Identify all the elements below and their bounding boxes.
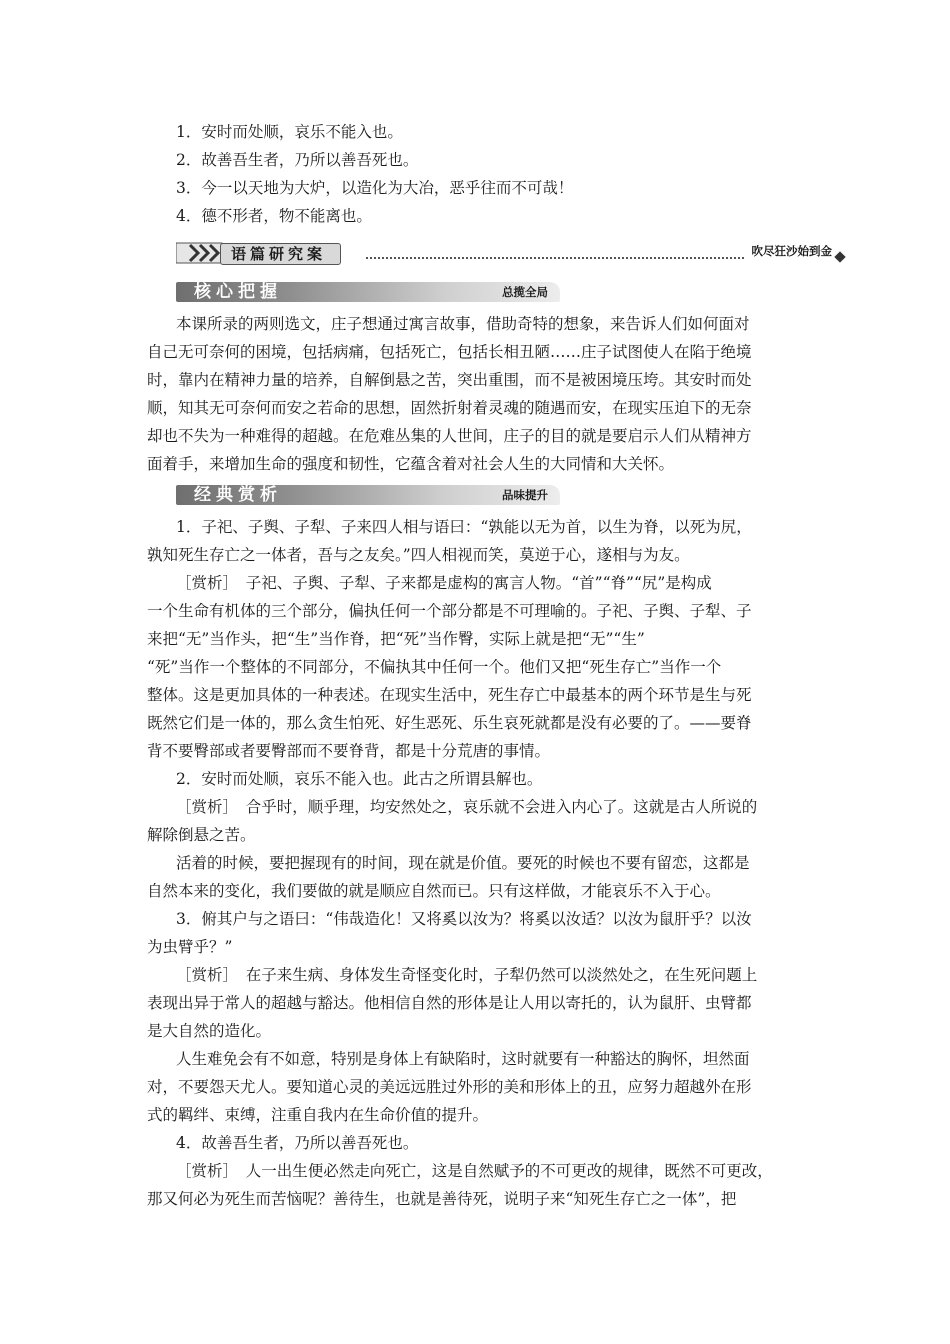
paragraph-line: 自然本来的变化，我们要做的就是顺应自然而已。只有这样做，才能哀乐不入于心。 [147,882,721,900]
quote-line: 1．安时而处顺，哀乐不能入也。 [176,123,403,141]
paragraph-line: 是大自然的造化。 [147,1022,272,1040]
paragraph-line: 对，不要怨天尤人。要知道心灵的美远远胜过外形的美和形体上的丑，应努力超越外在形 [147,1078,752,1096]
quote-line: 3．今一以天地为大炉，以造化为大冶，恶乎往而不可哉！ [176,179,574,197]
paragraph-line: ［赏析］ 子祀、子舆、子犁、子来都是虚构的寓言人物。“首”“脊”“尻”是构成 [176,574,712,592]
core-grasp-title: 核心把握 [194,282,282,302]
paragraph-line: 来把“无”当作头，把“生”当作脊，把“死”当作臀，实际上就是把“无”“生” [147,630,645,648]
classic-appreciation-tag: 品味提升 [502,488,548,502]
core-grasp-header [176,279,560,305]
paragraph-line: “死”当作一个整体的不同部分，不偏执其中任何一个。他们又把“死生存亡”当作一个 [147,658,722,676]
paragraph-line: ［赏析］ 在子来生病、身体发生奇怪变化时，子犁仍然可以淡然处之，在生死问题上 [176,966,758,984]
quote-line: 2．故善吾生者，乃所以善吾死也。 [176,151,419,169]
paragraph-line: 背不要臀部或者要臀部而不要脊背，都是十分荒唐的事情。 [147,742,551,760]
core-grasp-tag: 总揽全局 [502,285,548,299]
paragraph-line: 3．俯其户与之语曰：“伟哉造化！又将奚以汝为？将奚以汝适？以汝为鼠肝乎？以汝 [176,910,752,928]
paragraph-line: 自己无可奈何的困境，包括病痛，包括死亡，包括长相丑陋……庄子试图使人在陷于绝境 [147,343,752,361]
paragraph-line: 人生难免会有不如意，特别是身体上有缺陷时，这时就要有一种豁达的胸怀，坦然面 [176,1050,750,1068]
paragraph-line: 4．故善吾生者，乃所以善吾死也。 [176,1134,419,1152]
paragraph-line: 孰知死生存亡之一体者，吾与之友矣。”四人相视而笑，莫逆于心，遂相与为友。 [147,546,690,564]
paragraph-line: 时，靠内在精神力量的培养，自解倒悬之苦，突出重围，而不是被困境压垮。其安时而处 [147,371,752,389]
paragraph-line: 活着的时候，要把握现有的时间，现在就是价值。要死的时候也不要有留恋，这都是 [176,854,750,872]
quote-line: 4．德不形者，物不能离也。 [176,207,372,225]
paragraph-line: 解除倒悬之苦。 [147,826,256,844]
paragraph-line: 表现出异于常人的超越与豁达。他相信自然的形体是让人用以寄托的，认为鼠肝、虫臂都 [147,994,752,1012]
paragraph-line: 一个生命有机体的三个部分，偏执任何一个部分都是不可理喻的。子祀、子舆、子犁、子 [147,602,752,620]
paragraph-line: 却也不失为一种难得的超越。在危难丛集的人世间，庄子的目的就是要启示人们从精神方 [147,427,752,445]
diamond-icon [834,251,845,262]
paragraph-line: ［赏析］ 人一出生便必然走向死亡，这是自然赋予的不可更改的规律，既然不可更改， [176,1162,773,1180]
paragraph-line: 那又何必为死生而苦恼呢？善待生，也就是善待死，说明子来“知死生存亡之一体”，把 [147,1190,737,1208]
paragraph-line: ［赏析］ 合乎时，顺乎理，均安然处之，哀乐就不会进入内心了。这就是古人所说的 [176,798,758,816]
paragraph-line: 既然它们是一体的，那么贪生怕死、好生恶死、乐生哀死就都是没有必要的了。——要脊 [147,714,752,732]
section-banner [176,240,846,266]
banner-title: 语篇研究案 [220,243,341,265]
paragraph-line: 本课所录的两则选文，庄子想通过寓言故事，借助奇特的想象，来告诉人们如何面对 [176,315,750,333]
paragraph-line: 2．安时而处顺，哀乐不能入也。此古之所谓县解也。 [176,770,543,788]
paragraph-line: 面着手，来增加生命的强度和韧性，它蕴含着对社会人生的大同情和大关怀。 [147,455,675,473]
paragraph-line: 顺，知其无可奈何而安之若命的思想，固然折射着灵魂的随遇而安，在现实压迫下的无奈 [147,399,752,417]
paragraph-line: 为虫臂乎？” [147,938,233,956]
paragraph-line: 整体。这是更加具体的一种表述。在现实生活中，死生存亡中最基本的两个环节是生与死 [147,686,752,704]
paragraph-line: 式的羁绊、束缚，注重自我内在生命价值的提升。 [147,1106,489,1124]
classic-appreciation-title: 经典赏析 [194,485,282,505]
banner-subtitle: 吹尽狂沙始到金 [746,243,833,259]
classic-appreciation-header [176,482,560,508]
paragraph-line: 1．子祀、子舆、子犁、子来四人相与语曰：“孰能以无为首，以生为脊，以死为尻， [176,518,752,536]
